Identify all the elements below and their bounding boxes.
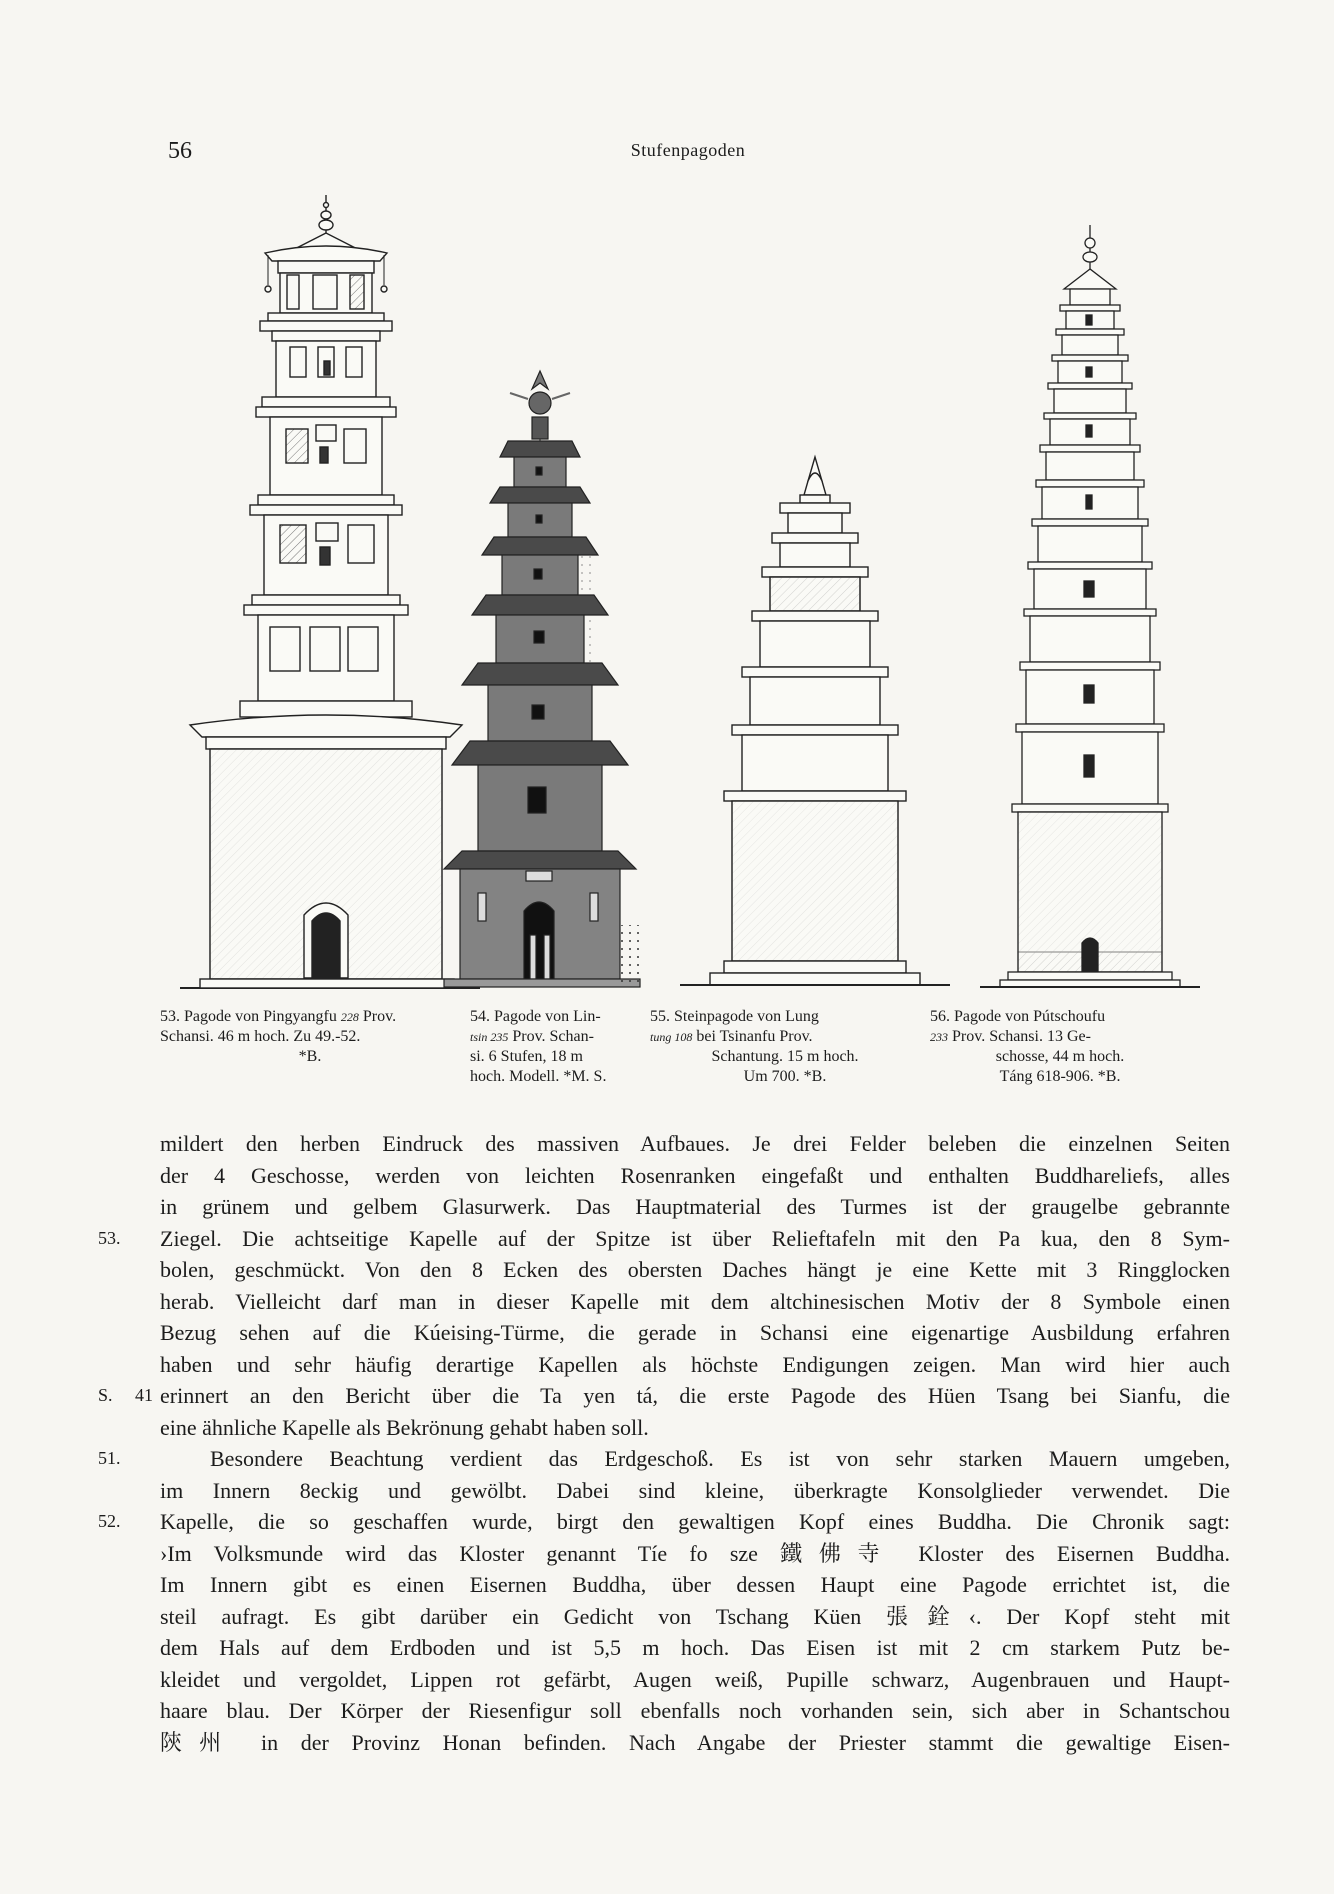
- caption-53-line-3: *B.: [298, 1048, 322, 1065]
- text-line: [160, 1664, 1230, 1696]
- caption-55-line-2: bei Tsinanfu Prov.: [696, 1028, 813, 1045]
- page-header: [168, 138, 1208, 168]
- caption-53-line-2: Schansi. 46 m hoch. Zu 49.-52.: [160, 1028, 361, 1045]
- caption-53-number: 53.: [160, 1008, 180, 1025]
- margin-reference: 53.: [98, 1227, 121, 1248]
- pagoda-55: [710, 457, 920, 985]
- text-line-content: herab. Vielleicht darf man in dieser Kapelle mit dem altchinesischen Motiv der 8 Symbole einen: [160, 1288, 1230, 1314]
- caption-56-line-4: Táng 618-906. *B.: [999, 1068, 1121, 1085]
- text-line-content: Kapelle, die so geschaffen wurde, birgt den gewaltigen Kopf eines Buddha. Die Chronik sagt:: [160, 1509, 1230, 1534]
- pagoda-56: [1000, 225, 1180, 987]
- text-line-content: im Innern 8eckig und gewölbt. Dabei sind kleine, überkragte Konsolglieder verwendet. Die: [160, 1477, 1230, 1503]
- text-line-content: eine ähnliche Kapelle als Bekrönung gehabt haben soll.: [160, 1414, 649, 1440]
- running-title: Stufenpagoden: [630, 140, 746, 160]
- pagoda-54: [444, 371, 644, 987]
- caption-53-ref: 228: [340, 1010, 359, 1024]
- text-line: [160, 1349, 1230, 1381]
- text-line-content: Ziegel. Die achtseitige Kapelle auf der Spitze ist über Relieftafeln mit den Pa kua, den 8 Sym-: [160, 1225, 1230, 1251]
- text-line-content: haare blau. Der Körper der Riesenfigur soll ebenfalls noch vorhanden sein, sich aber in Schantschou: [160, 1698, 1230, 1723]
- caption-55-line-4: Um 700. *B.: [743, 1068, 827, 1085]
- text-line: [160, 1695, 1230, 1727]
- text-line-content: ›Im Volksmunde wird das Kloster genannt Tíe fo sze 鐵佛寺 Kloster des Eisernen Buddha.: [160, 1540, 1230, 1566]
- text-line: [160, 1632, 1230, 1664]
- text-line-content: Bezug sehen auf die Kúeising-Türme, die gerade in Schansi eine eigenartige Ausbildung erfahren: [160, 1320, 1230, 1345]
- caption-54-line-1: Pagode von Lin-: [494, 1008, 601, 1025]
- pagoda-illustrations: [180, 195, 1210, 995]
- caption-54-ref: tsin 235: [470, 1030, 509, 1044]
- text-line: [160, 1475, 1230, 1507]
- caption-53-line-1: Pagode von Pingyangfu: [184, 1008, 337, 1025]
- caption-54-line-4: hoch. Modell. *M. S.: [470, 1068, 607, 1085]
- text-line: [160, 1412, 1230, 1444]
- text-line: [98, 1380, 1230, 1412]
- text-line: [160, 1538, 1230, 1570]
- text-line-content: 陝州 in der Provinz Honan befinden. Nach Angabe der Priester stammt die gewaltige Eisen-: [160, 1729, 1230, 1755]
- text-line-content: erinnert an den Bericht über die Ta yen tá, die erste Pagode des Hüen Tsang bei Sianfu, die: [160, 1383, 1230, 1408]
- caption-54-line-2: Prov. Schan-: [512, 1028, 594, 1045]
- text-line: [160, 1727, 1230, 1759]
- page-number: 56: [168, 138, 192, 164]
- text-line: [160, 1569, 1230, 1601]
- text-line-content: steil aufragt. Es gibt darüber ein Gedicht von Tschang Küen 張銓‹. Der Kopf steht mit: [160, 1603, 1230, 1629]
- text-line-content: kleidet und vergoldet, Lippen rot gefärbt, Augen weiß, Pupille schwarz, Augenbrauen und Haupt-: [160, 1666, 1230, 1692]
- caption-54-number: 54.: [470, 1008, 490, 1025]
- text-line: [160, 1128, 1230, 1160]
- pagoda-53: [190, 195, 462, 988]
- caption-fig-56: [930, 1007, 1190, 1087]
- body-text: [98, 1128, 1230, 1758]
- caption-56-line-3: schosse, 44 m hoch.: [995, 1048, 1125, 1065]
- text-line-content: in grünem und gelbem Glasurwerk. Das Hauptmaterial des Turmes ist der graugelbe gebrannte: [160, 1194, 1230, 1219]
- text-line: [160, 1160, 1230, 1192]
- text-line-content: mildert den herben Eindruck des massiven Aufbaues. Je drei Felder beleben die einzelnen Seiten: [160, 1131, 1230, 1156]
- text-line: [160, 1254, 1230, 1286]
- caption-fig-53: [160, 1007, 460, 1067]
- caption-54-line-3: si. 6 Stufen, 18 m: [470, 1048, 583, 1065]
- text-line: [160, 1601, 1230, 1633]
- text-line: [98, 1223, 1230, 1255]
- figure-plate: [160, 195, 1210, 1085]
- text-line: [98, 1443, 1230, 1475]
- caption-55-ref: tung 108: [650, 1030, 693, 1044]
- text-line-content: Im Innern gibt es einen Eisernen Buddha, über dessen Haupt eine Pagode errichtet ist, die: [160, 1572, 1230, 1597]
- caption-56-ref: 233: [930, 1030, 948, 1044]
- caption-56-line-2: Prov. Schansi. 13 Ge-: [952, 1028, 1091, 1045]
- text-line-content: haben und sehr häufig derartige Kapellen als höchste Endigungen zeigen. Man wird hier auch: [160, 1351, 1230, 1377]
- margin-reference: 52.: [98, 1511, 121, 1531]
- caption-55-line-3: Schantung. 15 m hoch.: [711, 1048, 859, 1065]
- caption-53-after-ref: Prov.: [358, 1008, 397, 1025]
- caption-55-line-1: Steinpagode von Lung: [674, 1008, 819, 1025]
- text-line-content: der 4 Geschosse, werden von leichten Rosenranken eingefaßt und enthalten Buddhareliefs, alles: [160, 1162, 1230, 1188]
- caption-56-line-1: Pagode von Pútschoufu: [954, 1008, 1106, 1025]
- text-line: [160, 1191, 1230, 1223]
- caption-fig-54: [470, 1007, 620, 1087]
- margin-reference: S. 41: [98, 1385, 153, 1405]
- text-line: [160, 1286, 1230, 1318]
- text-line-content: Besondere Beachtung verdient das Erdgeschoß. Es ist von sehr starken Mauern umgeben,: [210, 1446, 1230, 1471]
- caption-56-number: 56.: [930, 1008, 950, 1025]
- margin-reference: 51.: [98, 1448, 121, 1468]
- text-line: [160, 1317, 1230, 1349]
- caption-55-number: 55.: [650, 1008, 670, 1025]
- text-line-content: bolen, geschmückt. Von den 8 Ecken des obersten Daches hängt je eine Kette mit 3 Ringglocken: [160, 1257, 1230, 1282]
- text-line: [98, 1506, 1230, 1538]
- text-line-content: dem Hals auf dem Erdboden und ist 5,5 m hoch. Das Eisen ist mit 2 cm starkem Putz be-: [160, 1635, 1230, 1660]
- caption-fig-55: [650, 1007, 920, 1087]
